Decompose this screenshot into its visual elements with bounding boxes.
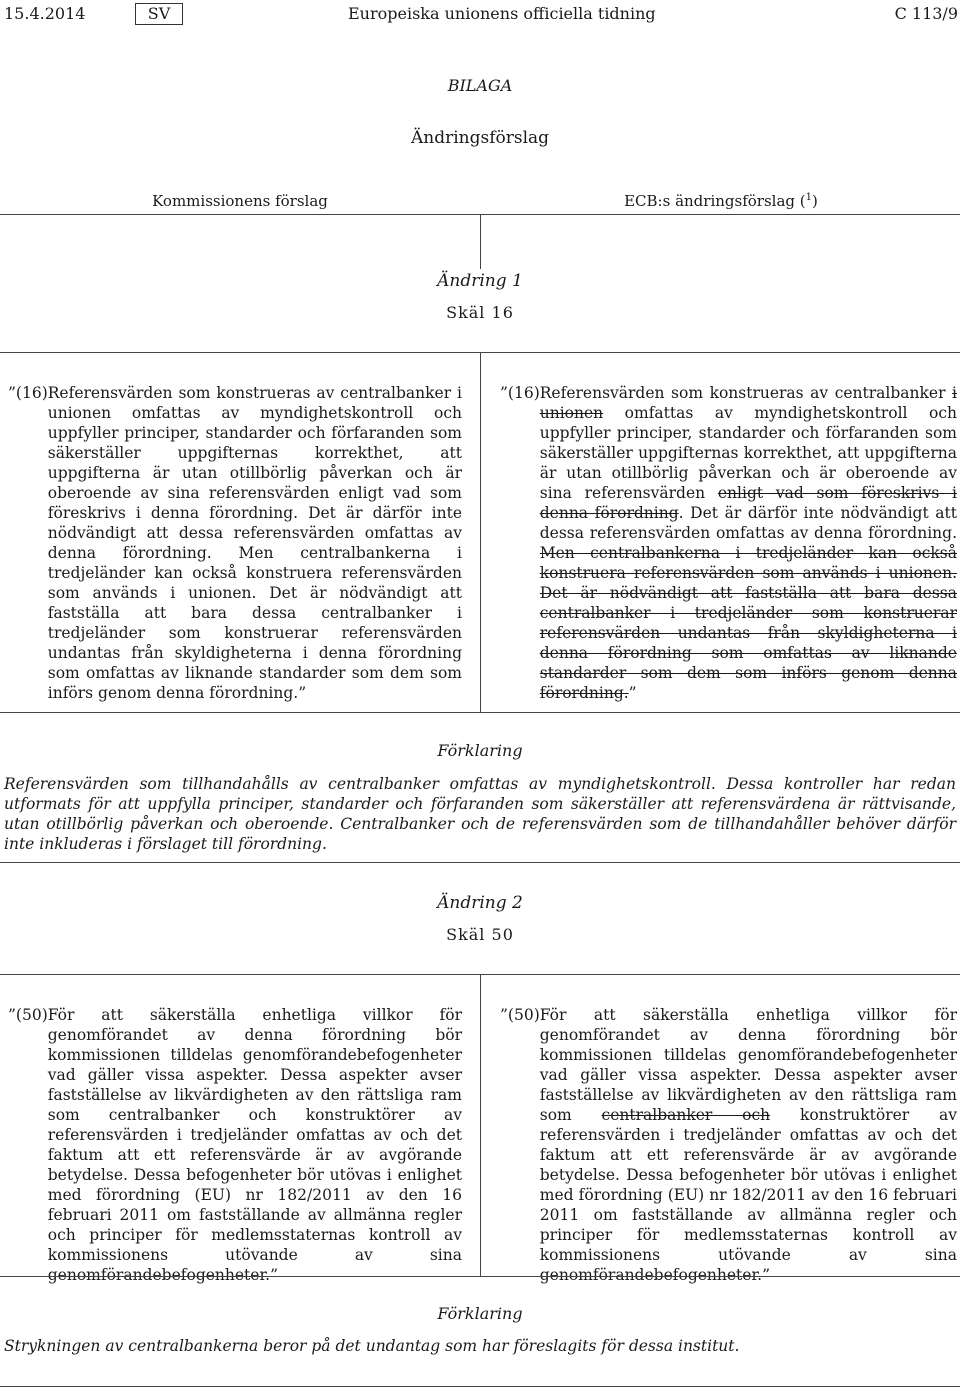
- section-rule: [0, 1386, 960, 1387]
- table-rule: [0, 1276, 960, 1277]
- column-divider: [480, 214, 481, 269]
- amendment-2-title: Ändring 2: [437, 893, 523, 913]
- text-unchanged: omfattas av myndighetskontroll och uppfyller principer, standarder och förfaranden som säkerställer uppgifternas korrekthet, att uppgifterna är utan otillbörlig påverkan och är oberoende av sina referensvärden: [539, 404, 957, 502]
- explanation-2-text: Strykningen av centralbankerna beror på det undantag som har föreslagits för dessa institut.: [4, 1337, 740, 1355]
- explanation-1-text: Referensvärden som tillhandahålls av centralbanker omfattas av myndighetskontroll. Dessa kontroller har redan utformats för att uppfylla principer, standarder och förfaranden som säkerställer att referensvärdena är rättvisande, utan otillbörlig påverkan och oberoende. Centralbanker och de referensvärden som de tillhandahåller behöver därför inte inkluderas i förslaget till förordning.: [4, 775, 956, 853]
- amendment-1-reason: Skäl 16: [446, 303, 514, 322]
- column-divider: [480, 352, 481, 712]
- column-header-ecb: ECB:s ändringsförslag ($^1$): [624, 192, 818, 210]
- column-header-ecb-label: ECB:s ändringsförslag: [624, 192, 796, 210]
- journal-title: Europeiska unionens officiella tidning: [348, 4, 656, 23]
- text-unchanged: Referensvärden som konstrueras av centralbanker: [539, 384, 953, 402]
- amendment-2-reason: Skäl 50: [446, 925, 514, 944]
- recital-number: ”(50): [8, 1006, 48, 1024]
- text-deleted: centralbanker och: [601, 1106, 771, 1124]
- language-badge: SV: [135, 3, 183, 25]
- header-date: 15.4.2014: [4, 4, 86, 23]
- text-unchanged: konstruktörer av referensvärden i tredjeländer omfattas av och det faktum att ett referensvärde är av avgörande betydelse. Dessa befogenheter bör utövas i enlighet med förordning (EU) nr 182/2011 av den 16 februari 2011 om fastställande av allmänna regler och principer för medlemsstaternas kontroll av kommissionens utövande av sina genomförandebefogenheter.”: [539, 1106, 957, 1284]
- recital-text: För att säkerställa enhetliga villkor för genomförandet av denna förordning bör kommissionen tilldelas genomförandebefogenheter vad gäller vissa aspekter. Dessa aspekter avser fastställelse av likvärdigheten av den rättsliga ram som centralbanker och konstruktörer av referensvärden i tredjeländer omfattas av och det faktum att ett referensvärde är av avgörande betydelse. Dessa befogenheter bör utövas i enlighet med förordning (EU) nr 182/2011 av den 16 februari 2011 om fastställande av allmänna regler och principer för medlemsstaternas kontroll av kommissionens utövande av sina genomförandebefogenheter.”: [47, 1006, 462, 1284]
- explanation-2-title: Förklaring: [437, 1304, 523, 1323]
- document-title: Ändringsförslag: [410, 128, 550, 148]
- text-deleted: Men centralbankerna i tredjeländer kan också konstruera referensvärden som används i unionen. Det är nödvändigt att fastställa att bara dessa centralbanker i tredjeländer som konstruerar referensvärden undantas från skyldigheterna i denna förordning som omfattas av liknande standarder som dem som införs genom denna förordning.: [539, 544, 957, 702]
- recital-number: ”(50): [500, 1006, 540, 1024]
- amendment-1-title: Ändring 1: [437, 271, 523, 291]
- explanation-1-title: Förklaring: [437, 741, 523, 760]
- text-unchanged: . Det är därför inte nödvändigt att dessa referensvärden omfattas av denna förordning.: [539, 504, 957, 542]
- section-rule: [0, 862, 960, 863]
- recital-text-amended: [540, 1005, 957, 1285]
- recital-number: ”(16): [500, 384, 540, 402]
- amendment-1-commission-text: [8, 383, 462, 703]
- column-divider: [480, 974, 481, 1276]
- table-rule: [0, 712, 960, 713]
- column-header-commission: Kommissionens förslag: [152, 192, 328, 210]
- recital-number: ”(16): [8, 384, 48, 402]
- amendment-1-ecb-text: [500, 383, 957, 703]
- amendment-2-commission-text: [8, 1005, 462, 1285]
- text-deleted: i unionen: [539, 384, 957, 422]
- footnote-marker: 1: [805, 192, 813, 203]
- recital-text: Referensvärden som konstrueras av centralbanker i unionen omfattas av myndighetskontroll och uppfyller principer, standarder och förfaranden som säkerställer uppgifternas korrekthet, att uppgifterna är utan otillbörlig påverkan och är oberoende av sina referensvärden enligt vad som föreskrivs i denna förordning. Det är därför inte nödvändigt att dessa referensvärden omfattas av denna förordning. Men centralbankerna i tredjeländer kan också konstruera referensvärden som används i unionen. Det är nödvändigt att fastställa att bara dessa centralbanker i tredjeländer som konstruerar referensvärden undantas från skyldigheterna i denna förordning som omfattas av liknande standarder som dem som införs genom denna förordning.”: [47, 384, 462, 702]
- page-number: C 113/9: [894, 4, 958, 23]
- amendment-2-ecb-text: [500, 1005, 957, 1285]
- recital-text-amended: [540, 383, 957, 703]
- text-unchanged: ”: [628, 684, 637, 702]
- text-deleted: enligt vad som föreskrivs i denna förordning: [539, 484, 957, 522]
- text-unchanged: För att säkerställa enhetliga villkor för genomförandet av denna förordning bör kommissionen tilldelas genomförandebefogenheter vad gäller vissa aspekter. Dessa aspekter avser fastställelse av likvärdigheten av den rättsliga ram som: [539, 1006, 957, 1124]
- annex-label: BILAGA: [447, 76, 513, 95]
